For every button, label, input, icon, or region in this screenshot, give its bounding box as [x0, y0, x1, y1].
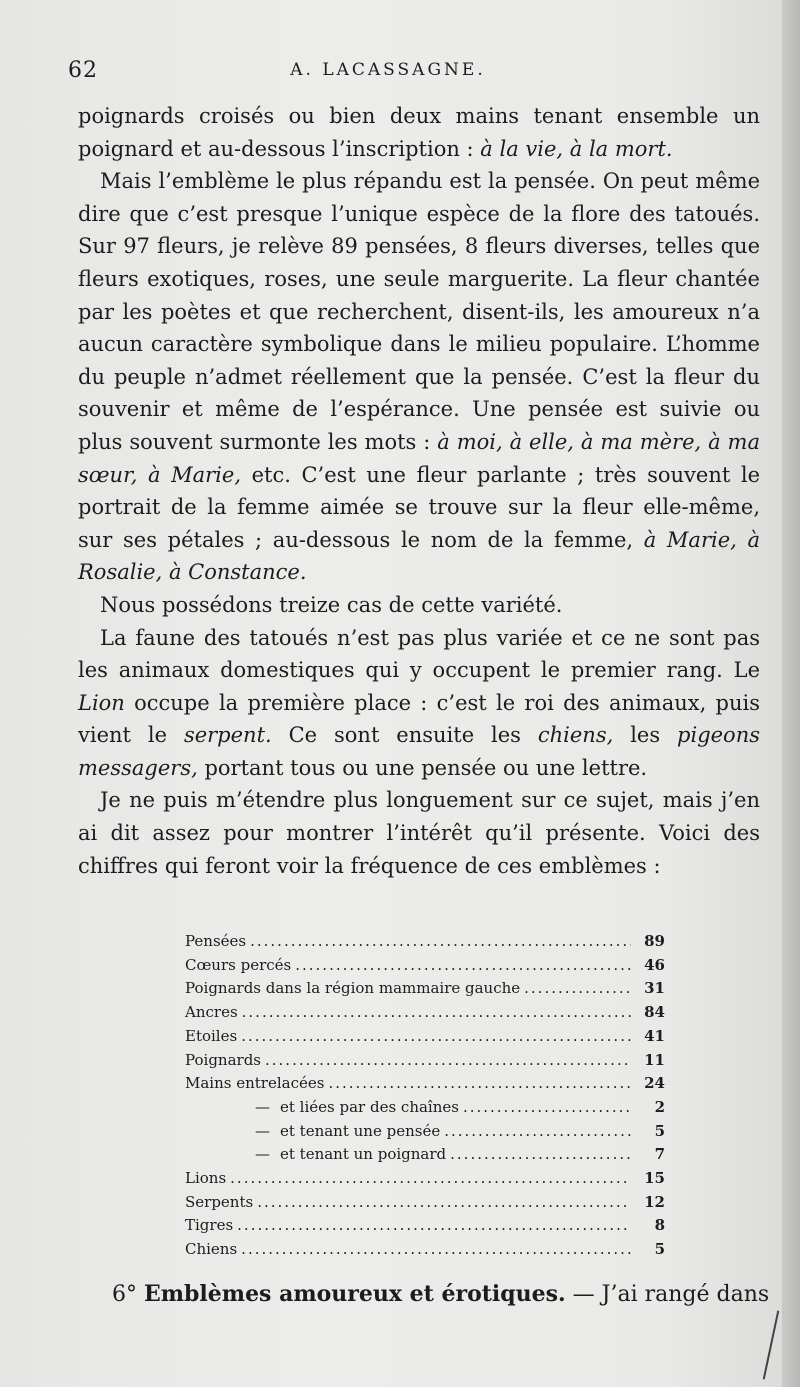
table-row: Serpents ..... 12: [185, 1191, 665, 1215]
section-text: — J’ai rangé dans: [565, 1282, 770, 1307]
table-row: — et tenant un poignard ..... 7: [185, 1143, 665, 1167]
table-row: Mains entrelacées ..... 24: [185, 1072, 665, 1096]
table-row: Poignards dans la région mammaire gauche ..... 31: [185, 977, 665, 1001]
table-row: Poignards ..... 11: [185, 1049, 665, 1073]
table-row: Tigres ..... 8: [185, 1214, 665, 1238]
paragraph-2: Mais l’emblème le plus répandu est la pensée. On peut même dire que c’est presque l’unique espèce de la flore des tatoués. Sur 97 fleurs, je relève 89 pensées, 8 fleurs diverses, telles que fleurs exotiques, roses, une seule marguerite. La fleur chantée par les poètes et que recherchent, disent-ils, les amoureux n’a aucun caractère symbolique dans le milieu populaire. L’homme du peuple n’admet réellement que la pensée. C’est la fleur du souvenir et même de l’espérance. Une pensée est suivie ou plus souvent surmonte les mots : à moi, à elle, à ma mère, à ma sœur, à Marie, etc. C’est une fleur parlante ; très souvent le portrait de la femme aimée se trouve sur la fleur elle-même, sur ses pétales ; au-dessous le nom de la femme, à Marie, à Rosalie, à Constance.: [78, 169, 760, 585]
table-row: Cœurs percés ..... 46: [185, 954, 665, 978]
paragraph-3: Nous possédons treize cas de cette variété.: [100, 592, 563, 617]
paragraph-5: Je ne puis m’étendre plus longuement sur ce sujet, mais j’en ai dit assez pour montrer l’intérêt qu’il présente. Voici des chiffres qui feront voir la fréquence de ces emblèmes :: [78, 788, 760, 878]
pencil-mark: [763, 1311, 780, 1380]
running-title: A. LACASSAGNE.: [290, 60, 486, 80]
page-number: 62: [68, 58, 98, 83]
page-edge-shadow: [782, 0, 800, 1387]
section-heading: [112, 1278, 770, 1311]
body-text: [78, 100, 760, 882]
table-row: — et liées par des chaînes ..... 2: [185, 1096, 665, 1120]
paragraph-1: poignards croisés ou bien deux mains tenant ensemble un poignard et au-dessous l’inscription : à la vie, à la mort.: [78, 104, 760, 161]
table-row: Chiens ..... 5: [185, 1238, 665, 1262]
section-title: Emblèmes amoureux et érotiques.: [144, 1281, 566, 1307]
table-row: Lions ..... 15: [185, 1167, 665, 1191]
table-row: Pensées ..... 89: [185, 930, 665, 954]
table-row: Etoiles ..... 41: [185, 1025, 665, 1049]
section-number: 6°: [112, 1282, 137, 1307]
table-row: Ancres ..... 84: [185, 1001, 665, 1025]
emblem-frequency-table: [185, 930, 665, 1262]
paragraph-4: La faune des tatoués n’est pas plus variée et ce ne sont pas les animaux domestiques qui y occupent le premier rang. Le Lion occupe la première place : c’est le roi des animaux, puis vient le serpent. Ce sont ensuite les chiens, les pigeons messagers, portant tous ou une pensée ou une lettre.: [78, 625, 761, 780]
table-row: — et tenant une pensée ..... 5: [185, 1120, 665, 1144]
page-header: [68, 58, 768, 92]
